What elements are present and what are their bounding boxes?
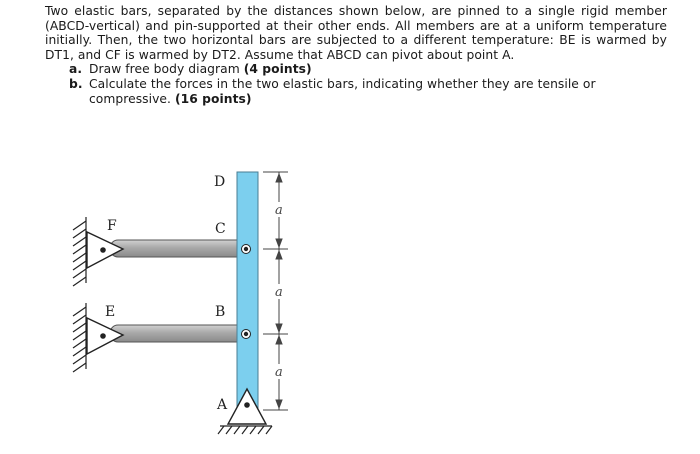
pin-e xyxy=(100,333,106,339)
pin-c-dot xyxy=(244,247,248,251)
label-e: E xyxy=(105,304,116,320)
part-b-label: b. xyxy=(69,76,83,91)
label-a: A xyxy=(217,397,228,413)
pin-f xyxy=(100,247,106,253)
part-a-label: a. xyxy=(69,62,83,77)
dimension-a-1: a xyxy=(275,203,283,218)
label-b: B xyxy=(215,304,226,320)
part-b-text: Calculate the forces in the two elastic bars, indicating whether they are tensile or compressive. xyxy=(89,76,596,106)
pin-a xyxy=(244,402,250,408)
part-b-points: (16 points) xyxy=(174,91,252,106)
label-c: C xyxy=(215,221,226,237)
pin-b-dot xyxy=(244,332,248,336)
wall-lower xyxy=(73,303,86,372)
bar-cf xyxy=(110,240,250,257)
dimension-a-3: a xyxy=(275,365,283,380)
label-f: F xyxy=(107,218,117,234)
ground-hatch xyxy=(218,426,272,434)
dimension-a-2: a xyxy=(275,285,283,300)
part-a-points: (4 points) xyxy=(243,62,312,77)
part-a-text: Draw free body diagram xyxy=(89,62,244,77)
bar-be xyxy=(110,325,250,342)
problem-statement: Two elastic bars, separated by the distances shown below, are pinned to a single rigid member (ABCD-vertical) and pin-supported at their other ends. All members are at a uniform temperature initially. Then, the two horizontal bars are subjected to a different temperature: BE is warmed by DT1, and CF is warmed by DT2. Assume that ABCD can pivot about point A. xyxy=(45,4,667,62)
wall-upper xyxy=(73,217,86,286)
rigid-member-abcd xyxy=(237,172,258,409)
label-d: D xyxy=(214,174,226,190)
